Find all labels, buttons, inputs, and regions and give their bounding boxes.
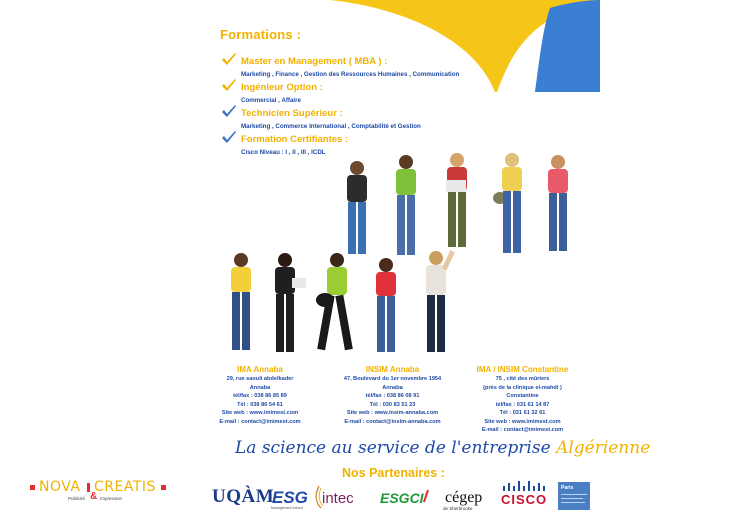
- partners-title: Nos Partenaires :: [342, 466, 445, 480]
- program-title: Master en Management ( MBA ) :: [241, 56, 388, 67]
- address-line: E-mail : contact@insim-annaba.com: [344, 418, 441, 425]
- student-photo: [376, 258, 396, 352]
- paris-logo: [558, 482, 590, 510]
- checkmark-icon: [221, 104, 237, 120]
- address-line: tél/fax : 031 61 14 87: [495, 401, 550, 408]
- checkmark-icon: [221, 52, 237, 68]
- cisco-logo: CISCO: [501, 492, 548, 507]
- nova-creatis-logo: [30, 479, 170, 509]
- checkmark-icon: [221, 78, 237, 94]
- location-title: INSIM Annaba: [365, 365, 420, 374]
- student-photo: [493, 153, 522, 253]
- paris-logo-line: [561, 498, 583, 499]
- corner-decoration: [205, 0, 600, 92]
- intec-logo: intec: [322, 490, 354, 507]
- address-line: Tél : 030 83 51 23: [369, 401, 416, 408]
- address-line: Annaba: [382, 384, 403, 391]
- address-line: tél/fax : 038 86 08 91: [365, 393, 420, 399]
- location-constantine: [460, 364, 585, 435]
- student-photo: [396, 155, 416, 255]
- program-title: Formation Certifiantes :: [241, 134, 349, 145]
- creatis-text: CREATIS: [94, 479, 156, 495]
- paris-logo-line: [561, 494, 587, 495]
- nova-ampersand: &: [90, 491, 98, 502]
- student-photo: [548, 155, 568, 251]
- program-details: Commercial , Affaire: [241, 97, 301, 104]
- location-insim-annaba: [330, 364, 455, 426]
- address-line: Site web : www.imimest.com: [484, 418, 561, 425]
- esg-logo: ESG: [272, 488, 308, 507]
- nova-subtitle-2: Impression: [100, 496, 123, 501]
- address-line: E-mail : contact@imimest.com: [219, 418, 301, 425]
- address-line: (près de la clinique el-mahdi ): [483, 384, 562, 391]
- address-line: Tél : 038 86 54 61: [237, 401, 283, 408]
- student-photo: [426, 250, 455, 352]
- uqam-logo: UQÀM: [212, 486, 275, 507]
- program-details: Cisco Niveau : I , II , III , ICDL: [241, 149, 326, 156]
- address-line: 75 , cité des mûriers: [495, 376, 550, 382]
- location-title: IMA Annaba: [237, 365, 283, 374]
- address-line: Site web : www.imimest.com: [221, 410, 299, 416]
- checkmark-icon: [221, 130, 237, 146]
- address-line: 29, rue saouli abdelkader: [226, 376, 294, 382]
- formations-title: Formations :: [220, 27, 302, 42]
- slogan: [235, 438, 650, 458]
- esgci-mark-icon: [422, 488, 430, 504]
- program-details: Marketing , Commerce International , Comptabilité et Gestion: [241, 123, 421, 130]
- slogan-main: La science au service de l'entreprise: [235, 438, 557, 458]
- address-line: Tél : 031 61 32 61: [499, 410, 546, 416]
- address-line: Site web : www.insim-annaba.com: [346, 410, 439, 416]
- esg-subtitle: Management School: [271, 506, 304, 510]
- paris-logo-text: Paris: [561, 485, 574, 491]
- location-imma-annaba: [205, 364, 315, 426]
- address-line: tél/fax : 038 86 85 89: [233, 393, 287, 399]
- logo-square: [30, 485, 35, 490]
- nova-subtitle-1: Publicité: [68, 496, 86, 501]
- address-line: Annaba: [249, 384, 271, 391]
- students-photo: [210, 150, 600, 362]
- student-photo: [347, 161, 367, 254]
- program-title: Ingénieur Option :: [241, 82, 323, 93]
- location-title: IMA / INSIM Constantine: [476, 365, 569, 374]
- cisco-bars-icon: [500, 480, 550, 492]
- esgci-logo: ESGCI: [380, 490, 424, 506]
- paris-logo-line: [561, 502, 585, 503]
- address-line: E-mail : contact@imimest.com: [481, 427, 564, 433]
- program-title: Technicien Supérieur :: [241, 108, 343, 119]
- program-details: Marketing , Finance , Gestion des Ressources Humaines , Communication: [241, 71, 460, 78]
- cegep-subtitle: de Sherbrooke: [443, 506, 473, 511]
- address-line: 47, Boulevard du 1er novembre 1954: [343, 376, 442, 382]
- slogan-highlight: Algérienne: [556, 438, 651, 458]
- cegep-logo: cégep: [445, 489, 483, 506]
- nova-text: NOVA: [39, 479, 81, 495]
- student-photo: [446, 153, 467, 247]
- student-photo: [231, 253, 251, 350]
- address-line: Constantine: [506, 393, 539, 399]
- poster: [205, 0, 651, 530]
- student-photo: [316, 253, 353, 350]
- logo-square: [161, 485, 166, 490]
- student-photo: [275, 253, 306, 352]
